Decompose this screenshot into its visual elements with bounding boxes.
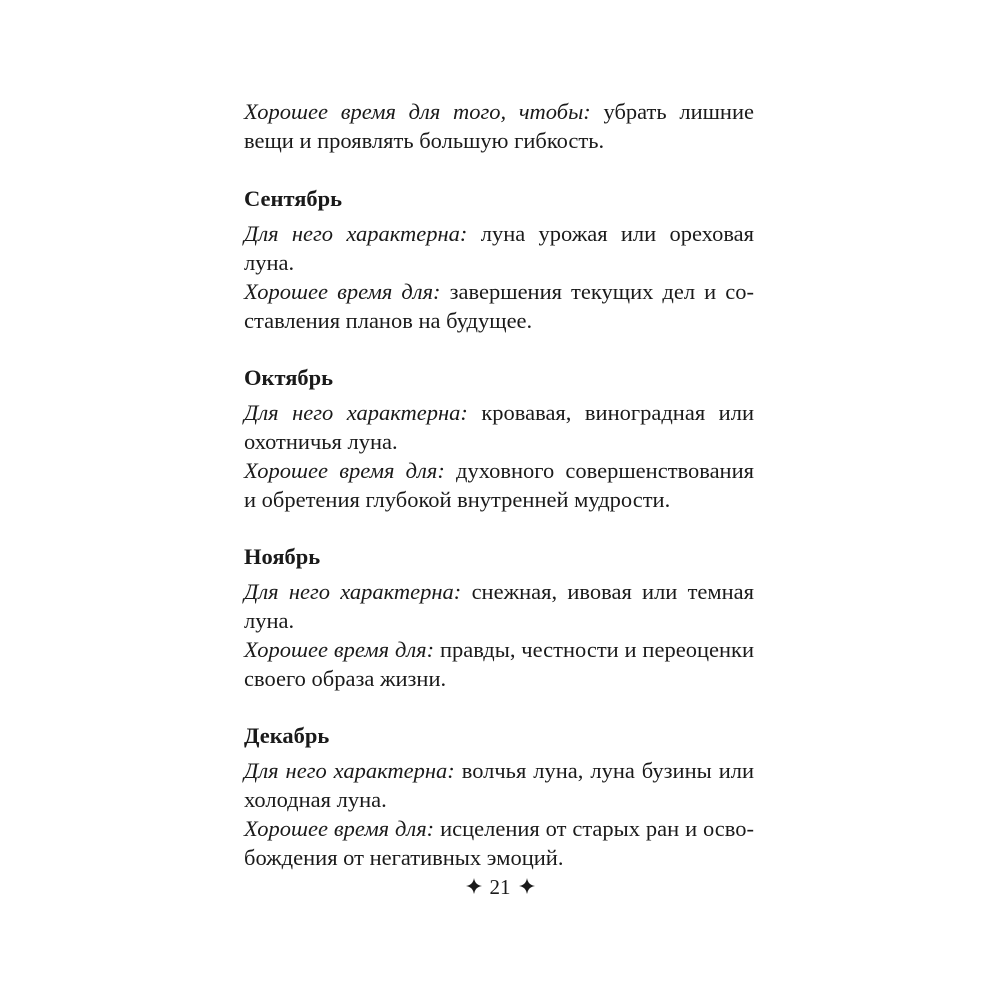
section-heading: Декабрь <box>244 723 330 749</box>
page-footer <box>0 870 1000 902</box>
four-pointed-star-icon <box>466 872 482 902</box>
characteristic-label: Для него характерна: <box>244 399 468 425</box>
characteristic-line-2: охотничья луна. <box>244 428 398 454</box>
good-time-line-2: ставления планов на будущее. <box>244 308 533 334</box>
intro-line-2: вещи и проявлять большую гибкость. <box>244 128 605 154</box>
page-body <box>244 97 754 872</box>
characteristic-line-2: холодная луна. <box>244 786 387 812</box>
page-number: 21 <box>489 875 511 900</box>
good-time-label: Хорошее время для: <box>244 816 435 842</box>
characteristic-label: Для него характерна: <box>244 220 468 246</box>
section-december <box>244 721 754 872</box>
characteristic-text: луна урожая или ореховая <box>480 220 754 246</box>
intro-line-1 <box>244 97 754 126</box>
characteristic-line-1 <box>244 756 754 785</box>
good-time-text: завершения текущих дел и со- <box>449 279 755 305</box>
good-time-line-1 <box>244 277 754 306</box>
section-heading: Сентябрь <box>244 186 343 212</box>
characteristic-line-2: луна. <box>244 249 295 275</box>
intro-label: Хорошее время для того, чтобы: <box>244 99 591 124</box>
characteristic-text: снежная, ивовая или темная <box>471 578 755 604</box>
section-november <box>244 542 754 693</box>
good-time-label: Хорошее время для: <box>244 637 435 663</box>
characteristic-line-1 <box>244 577 754 606</box>
section-heading: Октябрь <box>244 365 334 391</box>
good-time-line-2: и обретения глубокой внутренней мудрости. <box>244 487 671 513</box>
section-october <box>244 363 754 514</box>
intro-text-1: убрать лишние <box>603 99 754 124</box>
good-time-label: Хорошее время для: <box>244 279 441 305</box>
good-time-text: правды, честности и переоценки <box>439 637 754 663</box>
characteristic-text: волчья луна, луна бузины или <box>461 757 755 783</box>
good-time-text: исцеления от старых ран и осво- <box>440 816 755 842</box>
good-time-line-1 <box>244 456 754 485</box>
characteristic-line-2: луна. <box>244 607 295 633</box>
section-september <box>244 184 754 335</box>
characteristic-line-1 <box>244 398 754 427</box>
section-heading: Ноябрь <box>244 544 321 570</box>
good-time-line-2: бождения от негативных эмоций. <box>244 845 564 871</box>
good-time-text: духовного совершенствования <box>456 458 754 484</box>
intro-paragraph <box>244 97 754 155</box>
four-pointed-star-icon <box>519 872 535 902</box>
good-time-label: Хорошее время для: <box>244 458 445 484</box>
characteristic-line-1 <box>244 219 754 248</box>
good-time-line-1 <box>244 635 754 664</box>
characteristic-label: Для него характерна: <box>244 578 462 604</box>
good-time-line-2: своего образа жизни. <box>244 666 447 692</box>
good-time-line-1 <box>244 814 754 843</box>
characteristic-label: Для него характерна: <box>244 757 455 783</box>
characteristic-text: кровавая, виноградная или <box>481 399 754 425</box>
